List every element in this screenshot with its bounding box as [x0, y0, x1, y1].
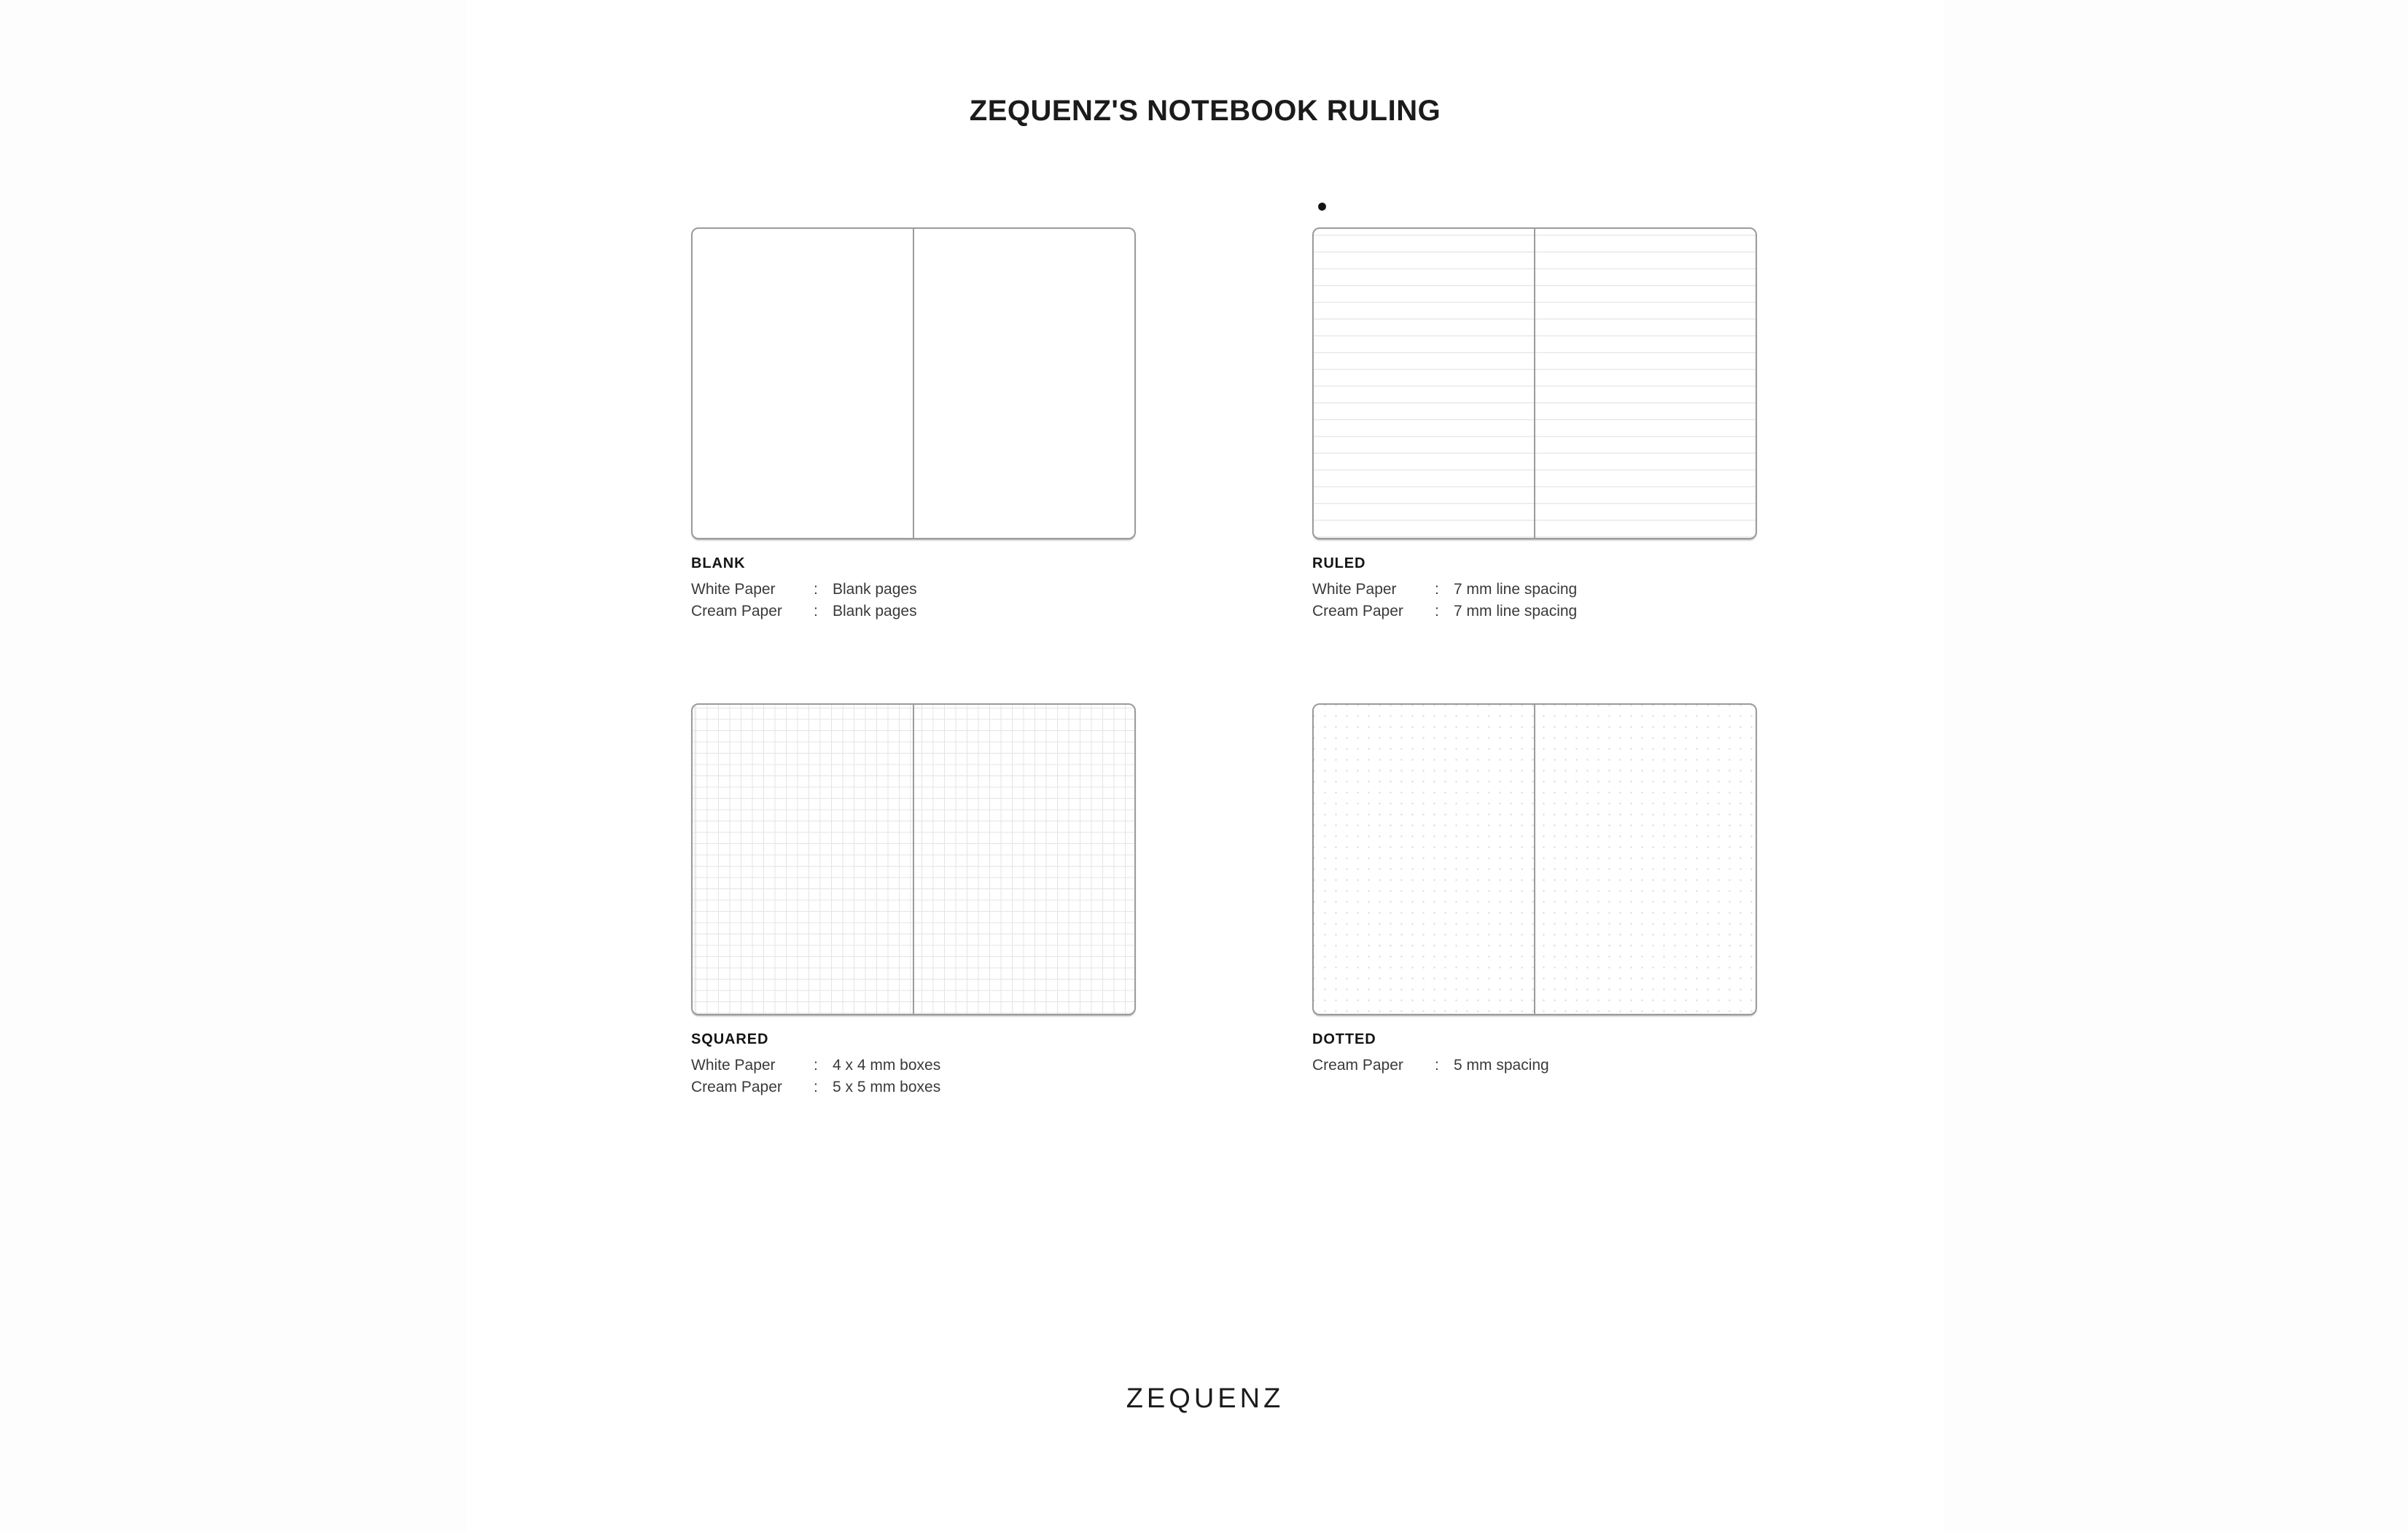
caption-title-dotted: DOTTED	[1312, 1031, 1376, 1047]
panel-dotted	[1312, 703, 1758, 1076]
panel-squared	[691, 703, 1137, 1099]
spec-colon: :	[814, 603, 818, 620]
spec-label: Cream Paper	[691, 603, 782, 620]
caption-dotted	[1312, 1031, 1758, 1076]
spec-row	[1312, 1055, 1758, 1076]
page-title: ZEQUENZ'S NOTEBOOK RULING	[969, 95, 1441, 127]
notebook-spine	[913, 705, 914, 1014]
spec-row	[1312, 579, 1758, 601]
spec-value: 4 x 4 mm boxes	[833, 1057, 941, 1074]
spec-value: Blank pages	[833, 581, 917, 598]
caption-title-blank: BLANK	[691, 555, 746, 571]
footer-brand-logo: ZEQUENZ	[1126, 1383, 1285, 1414]
spec-colon: :	[814, 581, 818, 598]
spec-value: 7 mm line spacing	[1454, 603, 1578, 620]
panel-ruled	[1312, 227, 1758, 623]
stray-dot-mark	[1317, 201, 1327, 211]
caption-ruled	[1312, 555, 1758, 623]
caption-squared	[691, 1031, 1137, 1099]
spec-row	[691, 601, 1137, 622]
caption-title-ruled: RULED	[1312, 555, 1366, 571]
notebook-spread-squared	[691, 703, 1136, 1015]
notebook-spread-ruled	[1312, 227, 1757, 539]
notebook-spine	[1534, 705, 1535, 1014]
spec-label: Cream Paper	[691, 1079, 782, 1096]
panel-blank	[691, 227, 1137, 623]
document-sheet	[467, 0, 1944, 1532]
spec-colon: :	[1435, 581, 1439, 598]
spec-row	[691, 579, 1137, 601]
spec-row	[1312, 601, 1758, 622]
spec-label: Cream Paper	[1312, 603, 1403, 620]
caption-blank	[691, 555, 1137, 623]
notebook-spread-blank	[691, 227, 1136, 539]
spec-value: 7 mm line spacing	[1454, 581, 1578, 598]
spec-colon: :	[1435, 603, 1439, 620]
spec-row	[691, 1076, 1137, 1098]
notebook-spread-dotted	[1312, 703, 1757, 1015]
spec-colon: :	[1435, 1057, 1439, 1074]
spec-colon: :	[814, 1057, 818, 1074]
spec-value: 5 x 5 mm boxes	[833, 1079, 941, 1096]
caption-title-squared: SQUARED	[691, 1031, 769, 1047]
spec-value: Blank pages	[833, 603, 917, 620]
spec-label: White Paper	[1312, 581, 1397, 598]
spec-row	[691, 1055, 1137, 1076]
spec-label: Cream Paper	[1312, 1057, 1403, 1074]
notebook-spine	[913, 229, 914, 538]
spec-colon: :	[814, 1079, 818, 1096]
spec-value: 5 mm spacing	[1454, 1057, 1549, 1074]
spec-label: White Paper	[691, 1057, 776, 1074]
spec-label: White Paper	[691, 581, 776, 598]
notebook-spine	[1534, 229, 1535, 538]
